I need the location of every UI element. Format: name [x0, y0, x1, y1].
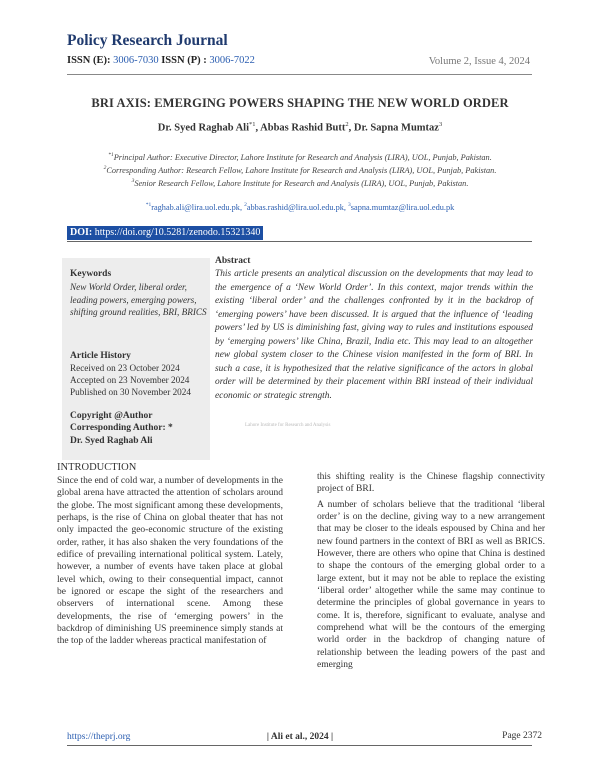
abstract-body: This article presents an analytical discussion on the developments that may lead to the emergence of a ‘New World Order’. In this context, major trends within the existing ‘liberal order’ and the challenges confronted by it in the backdrop of ‘emerging powers’ have been discussed. It is argued that the influence of ‘leading powers’ led by US is diminishing fast, giving way to rules and institutions espoused by ‘emerging powers’ like China, Brazil, India etc. This may lead to an altogether new global system closer to the Chinese vision manifested in the form of BRI. In such a case, it is hypothesized that the relative significance of the actors in global order will be determined by their placement within BRI instead of their individual economic or strategic strength. [215, 269, 533, 401]
doi-divider [67, 241, 532, 242]
affiliation-text: Principal Author: Executive Director, Lahore Institute for Research and Analysis (LIRA), UOL, Punjab, Pakistan. [113, 152, 492, 162]
body-column-right [317, 471, 545, 672]
doi-label: DOI: [70, 227, 93, 238]
affiliation-marker: *1 [108, 152, 114, 158]
email-link[interactable]: abbas.rashid@lira.uol.edu.pk, [246, 202, 349, 212]
issn-line [67, 55, 255, 66]
author-name: Dr. Syed Raghab Ali [157, 122, 249, 134]
affiliation-text: Corresponding Author: Research Fellow, Lahore Institute for Research and Analysis (LIRA), UOL, Punjab, Pakistan. [106, 165, 497, 175]
accepted-date: Accepted on 23 November 2024 [70, 375, 190, 385]
body-column-left [57, 475, 283, 648]
doi-banner [67, 226, 263, 240]
keywords-list: New World Order, liberal order, leading powers, emerging powers, shifting ground realities, BRI, BRICS [70, 282, 207, 317]
author-marker: *1 [249, 121, 256, 128]
footer-divider [67, 745, 532, 746]
affiliation [0, 178, 600, 188]
volume-issue: Volume 2, Issue 4, 2024 [428, 56, 530, 67]
author-list [0, 121, 600, 134]
issn-e-label: ISSN (E): [67, 55, 114, 66]
author-name: , Abbas Rashid Butt [255, 122, 346, 134]
copyright-line: Copyright @Author [70, 411, 153, 421]
page-number: Page 2372 [502, 731, 542, 741]
affiliation-marker: 3 [131, 178, 135, 184]
received-date: Received on 23 October 2024 [70, 363, 180, 373]
author-marker: 2 [345, 121, 349, 128]
issn-p-label: ISSN (P) : [158, 55, 210, 66]
corresponding-author-label: Corresponding Author: * [70, 423, 173, 433]
affiliation-marker: 2 [103, 165, 107, 171]
introduction-heading: INTRODUCTION [57, 462, 137, 473]
affiliation [0, 152, 600, 162]
history-heading: Article History [70, 351, 131, 361]
doi-link[interactable]: https://doi.org/10.5281/zenodo.15321340 [92, 227, 261, 238]
body-paragraph: this shifting reality is the Chinese flagship connectivity project of BRI. [317, 472, 545, 495]
author-emails [0, 202, 600, 212]
issn-p-number[interactable]: 3006-7022 [209, 55, 255, 66]
header-divider [67, 74, 532, 75]
footer-citation: | Ali et al., 2024 | [266, 732, 334, 742]
author-name: , Dr. Sapna Mumtaz [348, 122, 439, 134]
issn-e-number[interactable]: 3006-7030 [113, 55, 159, 66]
journal-title: Policy Research Journal [67, 32, 228, 49]
abstract-heading: Abstract [215, 256, 251, 266]
corresponding-author-name: Dr. Syed Raghab Ali [70, 436, 153, 446]
email-link[interactable]: sapna.mumtaz@lira.uol.edu.pk [350, 202, 455, 212]
paper-title: BRI AXIS: EMERGING POWERS SHAPING THE NEW WORLD ORDER [91, 96, 509, 110]
faint-watermark-text: Lahore Institute for Research and Analysis [245, 423, 331, 428]
author-marker: 3 [438, 121, 443, 128]
published-date: Published on 30 November 2024 [70, 387, 191, 397]
email-link[interactable]: raghab.ali@lira.uol.edu.pk, [151, 202, 245, 212]
email-marker: 2 [244, 202, 247, 208]
keywords-heading: Keywords [70, 269, 112, 279]
body-paragraph: A number of scholars believe that the traditional ‘liberal order’ is on the decline, giving way to a new arrangement that may be closer to the ideals espoused by China and her new found partners in the context of BRI as well as BRICS. However, there are others who opine that China is destined to shape the contours of the emerging global order to a large extent, but it may not be able to replace the existing ‘liberal order’ altogether while the same may continue to determine the principles of global governance in years to come. It is, therefore, significant to evaluate, analyse and comprehend what will be the contours of the emerging world order in the backdrop of changing nature of relationship between the leading powers of the past and emerging [317, 499, 545, 671]
affiliation-text: Senior Research Fellow, Lahore Institute for Research and Analysis (LIRA), UOL, Punjab, Pakistan. [134, 178, 469, 188]
body-paragraph: Since the end of cold war, a number of developments in the global arena have attracted the attention of scholars around the globe. The most significant among these developments, perhaps, is the rise of China on global theater that has not only impacted the geo-economic structure of the existing order, rather, it has also shaken the very foundations of the edifice of prevailing international political system. Lately, however, a number of events have taken place at global level which, owing to their consequential impact, cannot be ignored or escape the sight of the researchers and observers of international scene. Among these developments, the rise of ‘emerging powers’ in the backdrop of diminishing US preeminence simply stands at the top of the ladder whereas practical manifestation of [57, 476, 283, 647]
footer-website-link[interactable]: https://theprj.org [67, 732, 131, 742]
email-marker: 3 [348, 202, 351, 208]
affiliation [0, 165, 600, 175]
email-marker: *1 [145, 202, 152, 208]
